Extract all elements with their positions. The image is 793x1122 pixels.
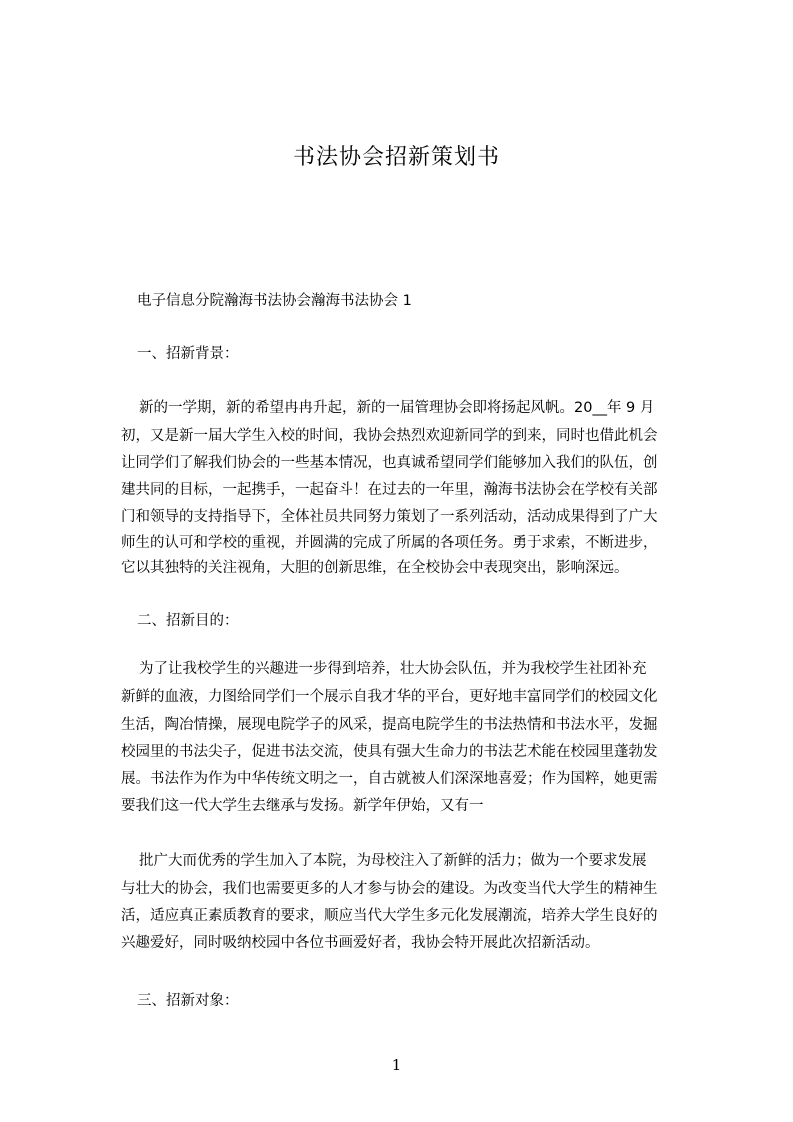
paragraph-line: 展。书法作为作为中华传统文明之一，自古就被人们深深地喜爱；作为国粹，她更需 [121, 771, 658, 787]
section-heading-purpose: 二、招新目的： [137, 613, 239, 629]
paragraph-line: 让同学们了解我们协会的一些基本情况，也真诚希望同学们能够加入我们的队伍，创 [121, 455, 658, 471]
paragraph-line: 初，又是新一届大学生入校的时间，我协会热烈欢迎新同学的到来，同时也借此机会 [121, 428, 658, 444]
paragraph-line: 师生的认可和学校的重视，并圆满的完成了所属的各项任务。勇于求索，不断进步， [121, 535, 658, 551]
paragraph-line: 校园里的书法尖子，促进书法交流，使具有强大生命力的书法艺术能在校园里蓬勃发 [121, 744, 658, 760]
paragraph-line: 建共同的目标，一起携手，一起奋斗！在过去的一年里，瀚海书法协会在学校有关部 [121, 482, 658, 498]
paragraph-line: 为了让我校学生的兴趣进一步得到培养，壮大协会队伍，并为我校学生社团补充 [139, 661, 647, 677]
paragraph-line: 生活，陶冶情操，展现电院学子的风采，提高电院学生的书法热情和书法水平，发掘 [121, 717, 658, 733]
paragraph-line: 它以其独特的关注视角，大胆的创新思维，在全校协会中表现突出，影响深远。 [121, 560, 629, 576]
section-heading-targets: 三、招新对象： [137, 993, 239, 1009]
paragraph-line: 与壮大的协会，我们也需要更多的人才参与协会的建设。为改变当代大学生的精神生 [121, 881, 658, 897]
paragraph-line: 批广大而优秀的学生加入了本院，为母校注入了新鲜的活力；做为一个要求发展 [139, 853, 647, 869]
paragraph-line: 活，适应真正素质教育的要求，顺应当代大学生多元化发展潮流，培养大学生良好的 [121, 908, 658, 924]
paragraph-line: 要我们这一代大学生去继承与发扬。新学年伊始，又有一 [121, 798, 484, 814]
paragraph-line: 兴趣爱好，同时吸纳校园中各位书画爱好者，我协会特开展此次招新活动。 [121, 935, 600, 951]
document-title: 书法协会招新策划书 [292, 145, 500, 170]
paragraph-line: 新的一学期，新的希望冉冉升起，新的一届管理协会即将扬起风帆。20__年 9 月 [139, 400, 655, 416]
paragraph-line: 门和领导的支持指导下，全体社员共同努力策划了一系列活动，活动成果得到了广大 [121, 509, 658, 525]
section-heading-background: 一、招新背景： [137, 346, 239, 362]
meta-line: 电子信息分院瀚海书法协会瀚海书法协会 1 [137, 293, 412, 309]
paragraph-line: 新鲜的血液，力图给同学们一个展示自我才华的平台，更好地丰富同学们的校园文化 [121, 689, 658, 705]
page-number: 1 [391, 1056, 402, 1074]
